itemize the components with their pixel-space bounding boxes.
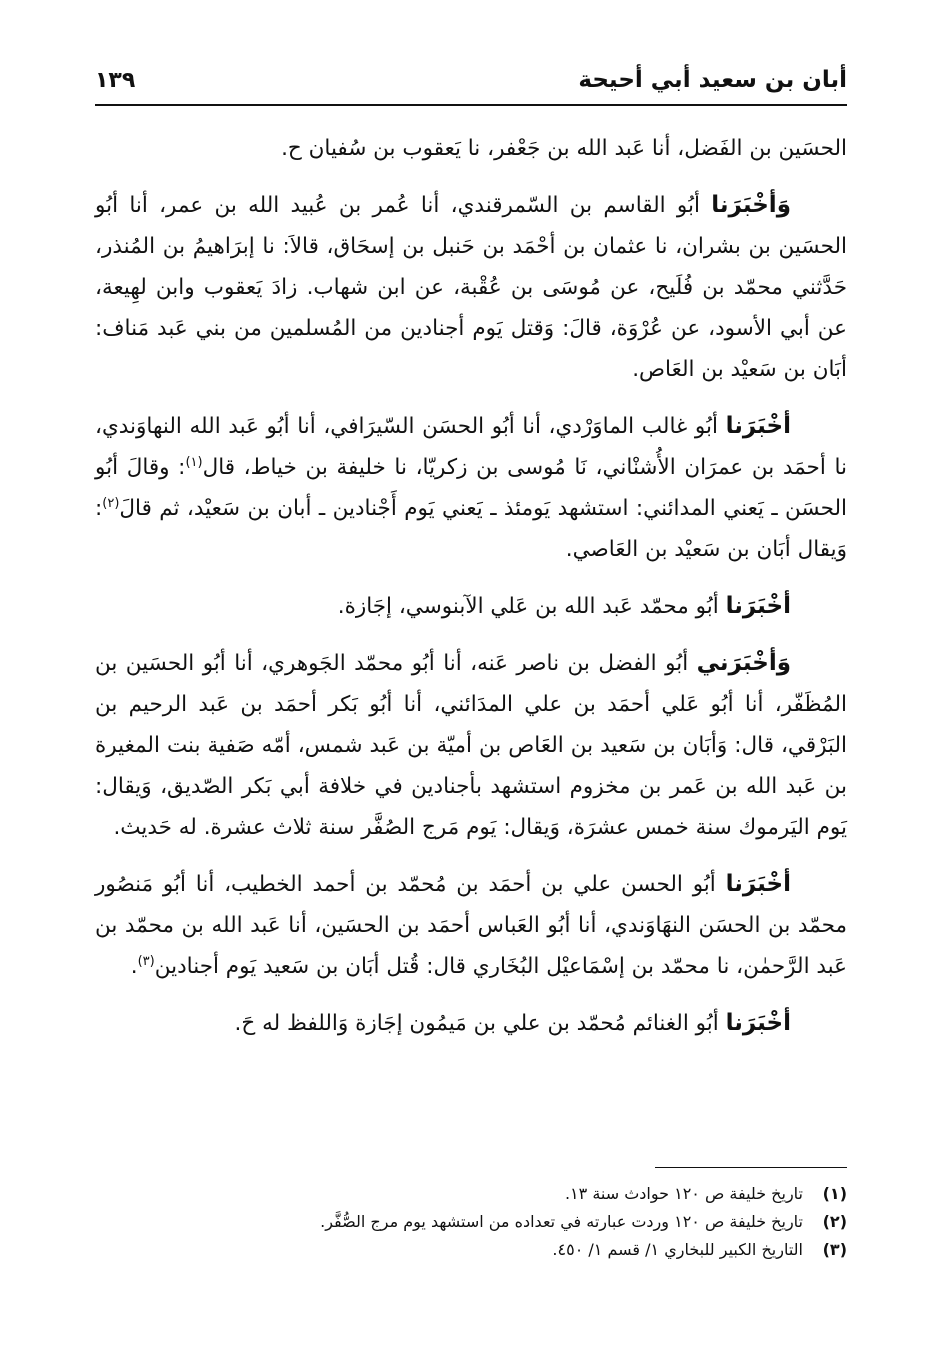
paragraph-7: [95, 1003, 847, 1044]
main-text: [95, 128, 847, 1060]
paragraph-text: : وَيقال أبَان بن سَعيْد بن العَاصي.: [95, 496, 847, 562]
paragraph-1: [95, 128, 847, 169]
header-rule: [95, 104, 847, 106]
paragraph-2: [95, 185, 847, 390]
paragraph-text: أبُو القاسم بن السّمرقندي، أنا عُمر بن عُبيد الله بن عمر، أنا أبُو الحسَين بن بشران، نا عثمان بن أحْمَد بن حَنبل بن إسحَاق، قالاَ: نا إبرَاهيمُ بن المُنذر، حَدَّثني محمّد بن فُلَيح، عن مُوسَى بن عُقْبة، عن ابن شهاب. زادَ يَعقوب وابن لهِيعة، عن أبي الأسود، عن عُرْوَة، قالَ: وَقتل يَوم أجنادين من المُسلمين من بني عَبد مَناف: أبَان بن سَعيْد بن العَاص.: [95, 193, 847, 382]
running-header: [95, 60, 847, 100]
narration-keyword: أخْبَرَنا: [725, 593, 791, 619]
narration-keyword: وَأخْبَرَنا: [711, 192, 791, 218]
footnote-ref-1[interactable]: (١): [185, 454, 203, 470]
paragraph-6: [95, 864, 847, 987]
footnote-number: (٣): [822, 1240, 847, 1259]
paragraph-text: أبُو الفضل بن ناصر عَنه، أنا أبُو محمّد الجَوهري، أنا أبُو الحسَين بن المُظَفّر، أنا أبُو عَلي أحمَد بن علي المدَائني، أنا أبُو بَكر أحمَد بن عَبد الرحيم بن البَرْقي، قال: وَأبَان بن سَعيد بن العَاص بن أميّة بن عَبد شمس، أمّه صَفية بنت المغيرة بن عَبد الله بن عَمر بن مخزوم استشهد بأجنادين في خلافة أبي بَكر الصّديق، وَيقال: يَوم اليَرموك سنة خمس عشرَة، وَيقال: يَوم مَرج الصُفَّر سنة ثلاث عشرة. له حَديث.: [95, 651, 847, 840]
footnote-2: [95, 1208, 847, 1236]
narration-keyword: وَأخْبَرَني: [696, 650, 791, 676]
narration-keyword: أخْبَرَنا: [725, 871, 791, 897]
footnote-separator: [655, 1167, 847, 1168]
paragraph-text: الحسَين بن الفَضل، أنا عَبد الله بن جَعْفر، نا يَعقوب بن سُفيان ح.: [281, 136, 847, 161]
paragraph-text: .: [130, 954, 138, 979]
footnote-text: تاريخ خليفة ص ١٢٠ وردت عبارته في تعداده من استشهد يوم مرج الصُّفَّر.: [320, 1212, 803, 1231]
narration-keyword: أخْبَرَنا: [725, 1010, 791, 1036]
narration-keyword: أخْبَرَنا: [725, 413, 791, 439]
chapter-title: أبان بن سعيد أبي أحيحة: [578, 67, 847, 93]
paragraph-3: [95, 406, 847, 570]
page-number: ١٣٩: [95, 67, 136, 93]
footnote-text: تاريخ خليفة ص ١٢٠ حوادث سنة ١٣.: [564, 1184, 803, 1203]
paragraph-4: [95, 586, 847, 627]
footnote-number: (٢): [822, 1212, 847, 1231]
paragraph-5: [95, 643, 847, 848]
paragraph-text: أبُو محمّد عَبد الله بن عَلي الآبنوسي، إجَازة.: [337, 594, 726, 619]
paragraph-text: : وقالَ أبُو الحسَن ـ يَعني المدائني: استشهد يَومئذ ـ يَعني يَوم أَجْنادين ـ أبان بن سَعيْد، ثم قالَ: [95, 455, 847, 521]
footnote-number: (١): [822, 1184, 847, 1203]
paragraph-text: أبُو الحسن علي بن أحمَد بن مُحمّد بن أحمد الخطيب، أنا أبُو مَنصُور محمّد بن الحسَن النهَاوَندي، أنا أبُو العَباس أحمَد بن الحسَين، أنا عَبد الله بن محمّد بن عَبد الرَّحمٰن، نا محمّد بن إسْمَاعيْل البُخَاري قال: قُتل أبَان بن سَعيد يَوم أجنادين: [95, 872, 847, 979]
footnote-text: التاريخ الكبير للبخاري ١/ قسم ١/ ٤٥٠.: [552, 1240, 803, 1259]
footnote-ref-3[interactable]: (٣): [137, 953, 155, 969]
footnote-1: [95, 1180, 847, 1208]
paragraph-text: أبُو الغنائم مُحمّد بن علي بن مَيمُون إجَازة وَاللفظ له حَ.: [234, 1011, 726, 1036]
paragraph-text: أبُو غالب الماوَرْدي، أنا أبُو الحسَن السّيرَافي، أنا أبُو عَبد الله النهاوَندي، نا أحمَد بن عمرَان الأُشنْاني، نَا مُوسى بن زكريّا، نا خليفة بن خياط، قال: [95, 414, 847, 480]
footnote-3: [95, 1236, 847, 1264]
footnote-ref-2[interactable]: (٢): [102, 495, 120, 511]
footnotes: [95, 1180, 847, 1264]
